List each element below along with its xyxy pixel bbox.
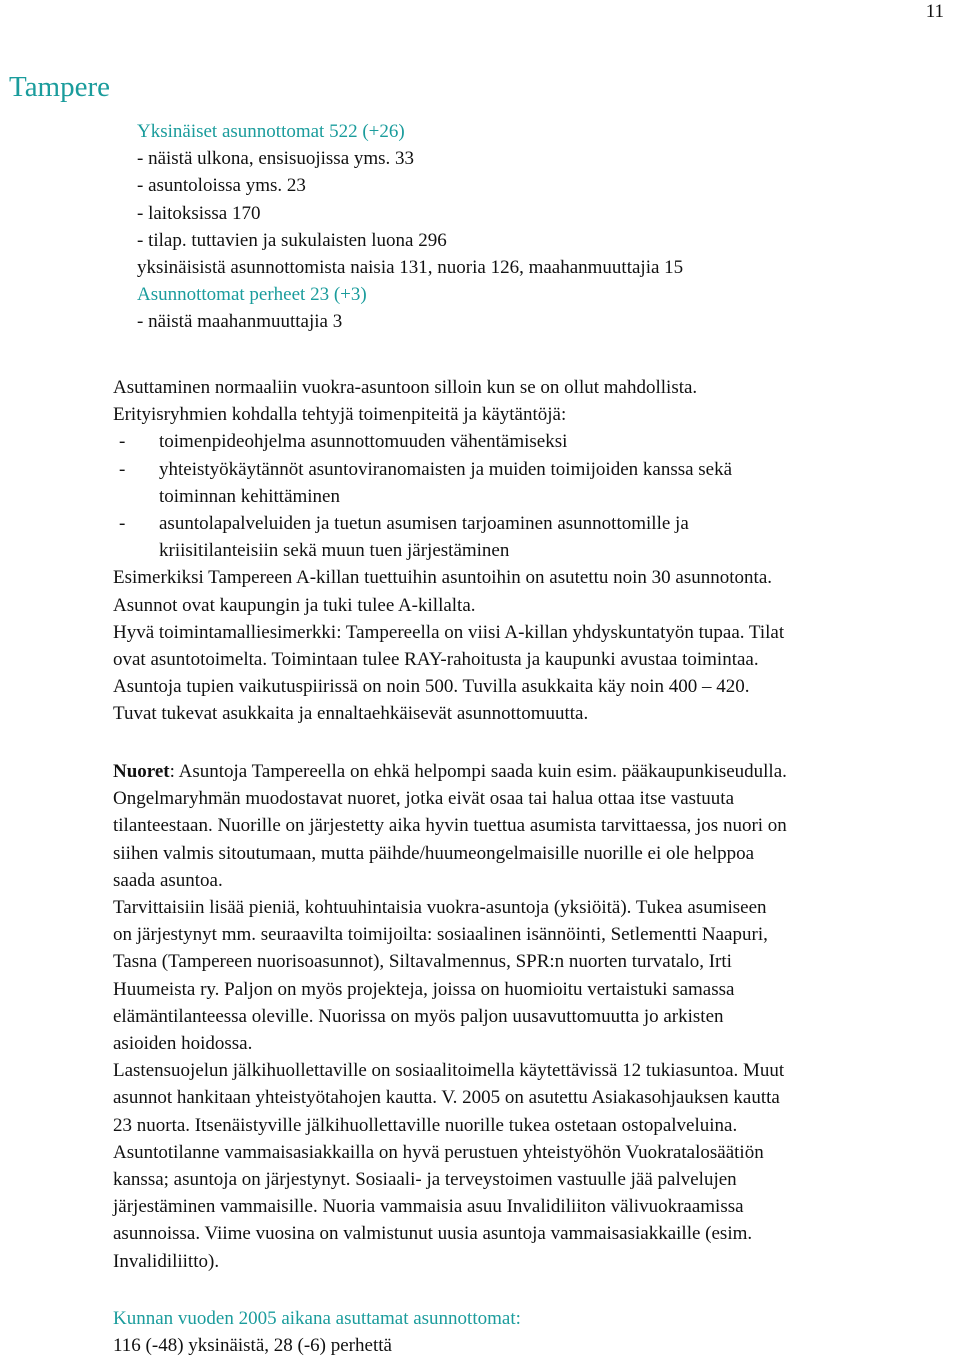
paragraph-line: Asuntotilanne vammaisasiakkailla on hyvä perustuen yhteistyöhön Vuokratalosäätiön (113, 1141, 764, 1163)
bullet-dash: - (119, 513, 126, 535)
bullet-line: asuntolapalveluiden ja tuetun asumisen tarjoaminen asunnottomille ja (159, 513, 689, 535)
paragraph-line: Asunnot ovat kaupungin ja tuki tulee A-killalta. (113, 594, 476, 616)
paragraph-line: Invalidiliitto). (113, 1250, 220, 1272)
housed-summary (113, 1305, 958, 1359)
paragraph-line: kanssa; asuntoja on järjestynyt. Sosiaali- ja terveystoimen vastuulle jää palvelujen (113, 1169, 737, 1191)
youth-first-line-text: : Asuntoja Tampereella on ehkä helpompi saada kuin esim. pääkaupunkiseudulla. (169, 761, 787, 782)
stat-line: - näistä maahanmuuttajia 3 (137, 311, 343, 333)
paragraph-line: saada asuntoa. (113, 869, 223, 891)
list-item (113, 510, 958, 564)
paragraph-line: 23 nuorta. Itsenäistyville jälkihuollettaville nuorille tukea ostetaan ostopalveluina. (113, 1114, 738, 1136)
bullet-line: toiminnan kehittäminen (159, 485, 340, 507)
page-title: Tampere (9, 71, 111, 103)
paragraph-line: elämäntilanteessa oleville. Nuorissa on myös paljon uusavuttomuutta jo arkisten (113, 1005, 724, 1027)
families-title: Asunnottomat perheet 23 (+3) (137, 284, 367, 306)
bullet-line: toimenpideohjelma asunnottomuuden vähentämiseksi (159, 431, 568, 453)
measures-section (113, 374, 958, 728)
page-number: 11 (925, 1, 944, 22)
bullet-line: yhteistyökäytännöt asuntoviranomaisten ja muiden toimijoiden kanssa sekä (159, 458, 733, 480)
stat-line: - laitoksissa 170 (137, 202, 261, 224)
paragraph-line: Hyvä toimintamalliesimerkki: Tampereella on viisi A-killan yhdyskuntatyön tupaa. Tilat (113, 621, 785, 643)
lead-paragraph: Asuttaminen normaaliin vuokra-asuntoon silloin kun se on ollut mahdollista. (113, 377, 698, 398)
youth-label: Nuoret (113, 761, 170, 782)
list-item (113, 456, 958, 510)
paragraph-line: Asuntoja tupien vaikutuspiirissä on noin 500. Tuvilla asukkaita käy noin 400 – 420. (113, 676, 750, 698)
youth-first-line (113, 758, 958, 785)
paragraph-line: on järjestynyt mm. seuraavilta toimijoilta: sosiaalinen isännöinti, Setlementti Naapuri, (113, 924, 768, 946)
paragraph-line: Huumeista ry. Paljon on myös projekteja, joissa on huomioitu vertaistuki samassa (113, 978, 735, 1000)
paragraph-line: asioiden hoidossa. (113, 1033, 253, 1055)
paragraph-line: Ongelmaryhmän muodostavat nuoret, jotka eivät osaa tai halua ottaa itse vastuuta (113, 788, 735, 810)
stat-line: - asuntoloissa yms. 23 (137, 175, 306, 197)
list-item (113, 428, 958, 455)
paragraph-line: asunnoissa. Viime vuosina on valmistunut uusia asuntoja vammaisasiakkaille (esim. (113, 1223, 753, 1245)
paragraph-line: Tuvat tukevat asukkaita ja ennaltaehkäisevät asunnottomuutta. (113, 703, 589, 725)
paragraph-line: tilanteestaan. Nuorille on järjestetty aika hyvin tuettua asumista tarvittaessa, jos nuori on (113, 815, 787, 837)
paragraph-line: Tarvittaisiin lisää pieniä, kohtuuhintaisia vuokra-asuntoja (yksiöitä). Tukea asumiseen (113, 897, 767, 919)
bullet-dash: - (119, 458, 126, 480)
housed-value: 116 (-48) yksinäistä, 28 (-6) perhettä (113, 1335, 392, 1357)
paragraph-line: ovat asuntotoimelta. Toimintaan tulee RAY-rahoitusta ja kaupunki avustaa toimintaa. (113, 649, 759, 671)
stat-line: yksinäisistä asunnottomista naisia 131, nuoria 126, maahanmuuttajia 15 (137, 257, 684, 279)
bullet-dash: - (119, 431, 126, 453)
stat-line: - tilap. tuttavien ja sukulaisten luona 296 (137, 229, 447, 251)
paragraph-line: siihen valmis sitoutumaan, mutta päihde/huumeongelmaisille nuorille ei ole helppoa (113, 842, 755, 864)
paragraph-line: Lastensuojelun jälkihuollettaville on sosiaalitoimella käytettävissä 12 tukiasuntoa. Muut (113, 1060, 785, 1082)
bullet-line: kriisitilanteisiin sekä muun tuen järjestäminen (159, 540, 510, 562)
paragraph-line: Tasna (Tampereen nuorisoasunnot), Siltavalmennus, SPR:n nuorten turvatalo, Irti (113, 951, 732, 973)
paragraph-line: järjestäminen vammaisille. Nuoria vammaisia asuu Invalidiliiton välivuokraamissa (113, 1196, 744, 1218)
youth-section (113, 758, 958, 1275)
statistics-block (137, 118, 937, 336)
stat-line: - näistä ulkona, ensisuojissa yms. 33 (137, 148, 415, 170)
paragraph-line: asunnot hankitaan yhteistyötahojen kautta. V. 2005 on asutettu Asiakasohjauksen kautta (113, 1087, 780, 1109)
paragraph-line: Esimerkiksi Tampereen A-killan tuettuihin asuntoihin on asutettu noin 30 asunnotonta. (113, 567, 772, 589)
singles-title: Yksinäiset asunnottomat 522 (+26) (137, 121, 405, 142)
measures-intro: Erityisryhmien kohdalla tehtyjä toimenpiteitä ja käytäntöjä: (113, 404, 567, 426)
housed-title: Kunnan vuoden 2005 aikana asuttamat asunnottomat: (113, 1308, 521, 1329)
